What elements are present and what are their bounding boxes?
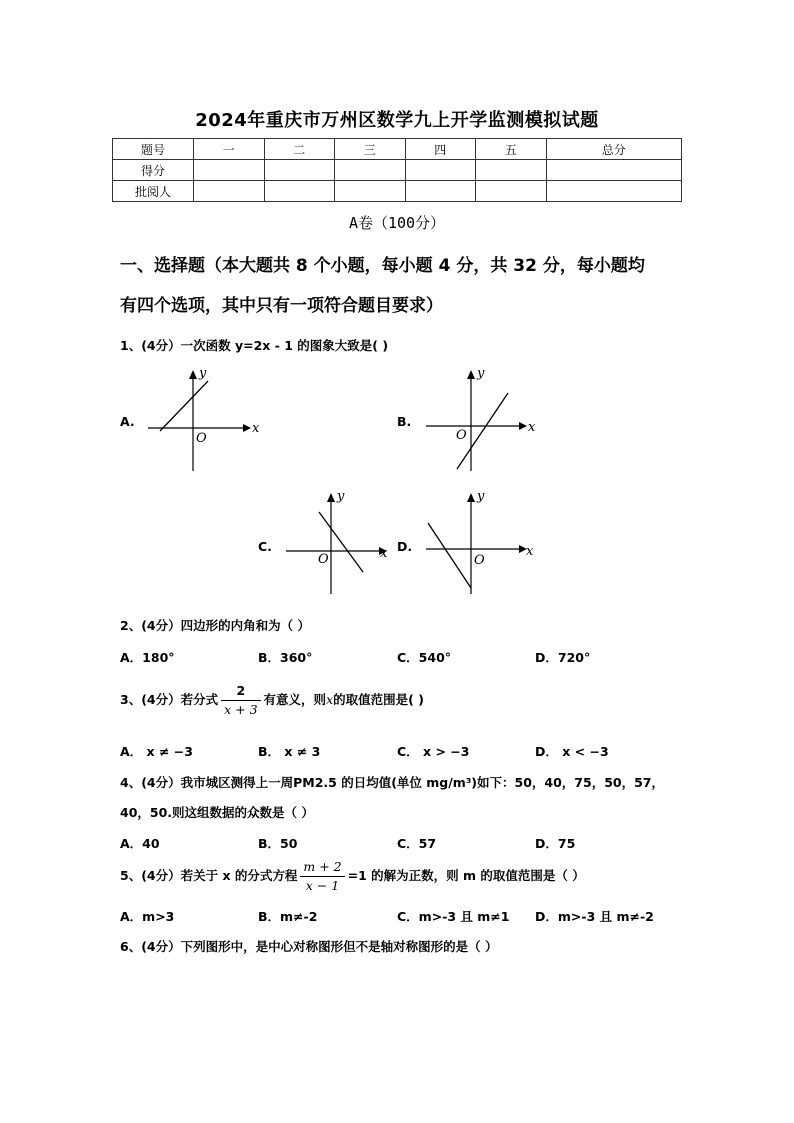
- score-header-cell: 一: [194, 139, 265, 160]
- score-cell: [264, 181, 335, 202]
- y-axis-label: y: [337, 489, 345, 504]
- q4-option-c: C．57: [397, 836, 437, 851]
- score-table-row: [113, 181, 682, 202]
- q5-fraction: [300, 858, 344, 895]
- q1-graph-c: [283, 488, 398, 598]
- q2-option-b: B．360°: [258, 650, 313, 665]
- q3-option-c: C． x > −3: [397, 744, 470, 759]
- page-title: 2024年重庆市万州区数学九上开学监测模拟试题: [195, 110, 599, 131]
- score-header-cell: 题号: [113, 139, 194, 160]
- q5-option-c: C．m>-3 且 m≠1: [397, 909, 510, 924]
- q2-option-c: C．540°: [397, 650, 452, 665]
- part1-heading-line1: 一、选择题（本大题共 8 个小题，每小题 4 分，共 32 分，每小题均: [120, 256, 645, 276]
- score-cell: [194, 160, 265, 181]
- x-axis-label: x: [528, 420, 536, 435]
- q5-stem-before: 5、(4分）若关于 x 的分式方程: [120, 868, 298, 883]
- q3-option-d: D． x < −3: [535, 744, 609, 759]
- question-6-stem: 6、(4分）下列图形中，是中心对称图形但不是轴对称图形的是（ ）: [120, 939, 498, 954]
- q1-graph-d: [423, 488, 543, 598]
- q5-frac-numerator: m + 2: [300, 858, 344, 877]
- y-axis-arrow: [467, 370, 475, 379]
- y-axis-label: y: [477, 366, 485, 381]
- score-header-cell: 二: [264, 139, 335, 160]
- q1-graph-b: [423, 365, 538, 475]
- origin-label: O: [196, 431, 207, 446]
- q3-option-b: B． x ≠ 3: [258, 744, 321, 759]
- origin-label: O: [474, 553, 485, 568]
- x-axis-label: x: [380, 546, 388, 561]
- score-row-label: 得分: [113, 160, 194, 181]
- q5-stem-after: =1 的解为正数，则 m 的取值范围是（ ）: [347, 868, 585, 883]
- question-4-stem-line1: 4、(4分）我市城区测得上一周PM2.5 的日均值(单位 mg/m³)如下：50，40，75，50，57，: [120, 775, 664, 790]
- q1-graph-a: [145, 365, 260, 475]
- origin-label: O: [456, 428, 467, 443]
- question-1-stem: 1、(4分）一次函数 y=2x - 1 的图象大致是( ): [120, 338, 389, 353]
- question-5-stem: [120, 858, 585, 895]
- question-4-stem-line2: 40，50.则这组数据的众数是（ ）: [120, 805, 314, 820]
- function-line: [160, 381, 208, 431]
- score-cell: [405, 160, 476, 181]
- q3-stem-after: 有意义，则: [263, 692, 327, 707]
- y-axis-arrow: [327, 493, 335, 502]
- score-cell: [264, 160, 335, 181]
- q4-option-a: A．40: [120, 836, 160, 851]
- q5-option-d: D．m>-3 且 m≠-2: [535, 909, 654, 924]
- score-header-cell: 总分: [546, 139, 682, 160]
- score-row-label: 批阅人: [113, 181, 194, 202]
- q3-frac-numerator: 2: [221, 682, 260, 701]
- q2-option-d: D．720°: [535, 650, 591, 665]
- score-cell: [546, 160, 682, 181]
- score-header-cell: 四: [405, 139, 476, 160]
- score-cell: [335, 181, 406, 202]
- q3-stem-before: 3、(4分）若分式: [120, 692, 219, 707]
- x-axis-arrow: [519, 422, 527, 430]
- function-line: [428, 523, 471, 588]
- q3-fraction: [221, 682, 260, 719]
- origin-label: O: [318, 552, 329, 567]
- q5-option-b: B．m≠-2: [258, 909, 318, 924]
- score-cell: [335, 160, 406, 181]
- q5-option-a: A．m>3: [120, 909, 175, 924]
- x-axis-label: x: [252, 421, 260, 436]
- question-3-stem: [120, 682, 424, 719]
- score-cell: [476, 160, 547, 181]
- q3-stem-end: 的取值范围是( ): [333, 692, 424, 707]
- score-table-header-row: [113, 139, 682, 160]
- q3-variable: x: [326, 692, 334, 707]
- q5-frac-denominator: x − 1: [305, 878, 340, 893]
- question-2-stem: 2、(4分）四边形的内角和为（ ）: [120, 618, 310, 633]
- q4-option-d: D．75: [535, 836, 576, 851]
- y-axis-arrow: [189, 370, 197, 379]
- score-cell: [405, 181, 476, 202]
- section-a-heading: A卷（100分）: [348, 214, 446, 232]
- q1-option-a-label: A.: [120, 414, 135, 429]
- q3-option-a: A． x ≠ −3: [120, 744, 193, 759]
- score-header-cell: 三: [335, 139, 406, 160]
- score-header-cell: 五: [476, 139, 547, 160]
- x-axis-arrow: [243, 424, 251, 432]
- q1-option-b-label: B.: [397, 414, 412, 429]
- q3-frac-denominator: x + 3: [224, 702, 258, 717]
- score-cell: [546, 181, 682, 202]
- y-axis-label: y: [199, 366, 207, 381]
- score-table-row: [113, 160, 682, 181]
- score-table: [112, 138, 682, 202]
- y-axis-arrow: [467, 493, 475, 502]
- q2-option-a: A．180°: [120, 650, 175, 665]
- q1-option-c-label: C.: [258, 539, 272, 554]
- x-axis-label: x: [526, 544, 534, 559]
- score-cell: [194, 181, 265, 202]
- q1-option-d-label: D.: [397, 539, 413, 554]
- q4-option-b: B．50: [258, 836, 298, 851]
- score-cell: [476, 181, 547, 202]
- part1-heading-line2: 有四个选项，其中只有一项符合题目要求）: [120, 296, 443, 316]
- y-axis-label: y: [477, 489, 485, 504]
